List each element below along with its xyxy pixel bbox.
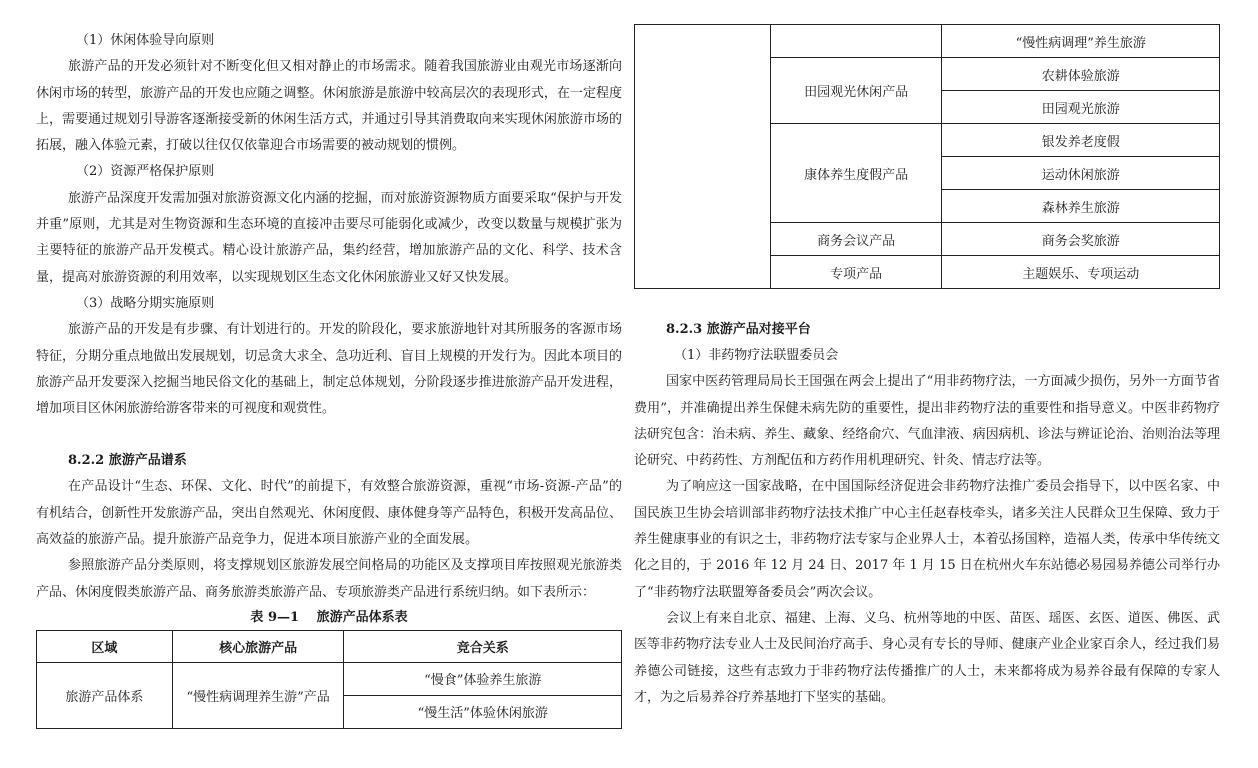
section-2-title: （2）资源严格保护原则 (76, 164, 215, 180)
table-cell-core: 商务会议产品 (770, 223, 942, 256)
section-3-title: （3）战略分期实施原则 (76, 295, 215, 311)
table-cell-relation: 森林养生旅游 (942, 190, 1220, 223)
table-cell-region: 旅游产品体系 (37, 662, 173, 728)
table-cell-relation: 田园观光旅游 (942, 91, 1220, 124)
table-cell-relation: 运动休闲旅游 (942, 157, 1220, 190)
table-header-core: 核心旅游产品 (172, 630, 344, 662)
paragraph-3: 会议上有来自北京、福建、上海、义乌、杭州等地的中医、苗医、瑶医、玄医、道医、佛医、武医等非药物疗法专业人士及民间治疗高手、身心灵有专长的导师、健康产业企业家百余人，经过我们易养德公司链接，这些有志致力于非药物疗法传播推广的人士，未来都将成为易养谷最有保障的专家人才，为之后易养谷疗养基地打下坚实的基础。 (634, 610, 1220, 705)
section-3-body: 旅游产品的开发是有步骤、有计划进行的。开发的阶段化，要求旅游地针对其所服务的客源市场特征，分期分重点地做出发展规划，切忌贪大求全、急功近利、盲目上规模的开发行为。因此本项目的旅游产品开发要深入挖掘当地民俗文化的基础上，制定总体规划，分阶段逐步推进旅游产品开发进程，增加项目区休闲旅游给游客带来的可视度和观赏性。 (36, 322, 622, 417)
paragraph-8-2-2-b: 参照旅游产品分类原则，将支撑规划区旅游发展空间格局的功能区及支撑项目库按照观光旅游类产品、休闲度假类旅游产品、商务旅游类旅游产品、专项旅游类产品进行系统归纳。如下表所示： (36, 558, 622, 600)
left-column (36, 28, 622, 729)
paragraph-1: 国家中医药管理局局长王国强在两会上提出了“用非药物疗法，一方面减少损伤，另外一方面节省费用”，并准确提出养生保健未病先防的重要性，提出非药物疗法的重要性和指导意义。中医非药物疗法研究包含：治未病、养生、藏象、经络俞穴、气血津液、病因病机、诊法与辨证论治、治则治法等理论研究、中药药性、方剂配伍和方药作用机理研究、针灸、情志疗法等。 (634, 374, 1220, 469)
table-cell-core: 专项产品 (770, 256, 942, 289)
section-1-body: 旅游产品的开发必须针对不断变化但又相对静止的市场需求。随着我国旅游业由观光市场逐渐向休闲市场的转型，旅游产品的开发也应随之调整。休闲旅游是旅游中较高层次的表现形式，在一定程度上，需要通过规划引导游客逐渐接受新的休闲生活方式，并通过引导其消费取向来实现休闲旅游市场的拓展，融入体验元素，打破以往仅仅依靠迎合市场需要的被动规划的惯例。 (36, 59, 622, 154)
table-caption: 表 9—1 旅游产品体系表 (250, 609, 408, 625)
table-header-region: 区域 (37, 630, 173, 662)
heading-8-2-2: 8.2.2 旅游产品谱系 (68, 453, 187, 469)
table-cell-core: “慢性病调理养生游”产品 (172, 662, 344, 728)
table-cell-core: 康体养生度假产品 (770, 124, 942, 223)
table-header-relation: 竞合关系 (344, 630, 622, 662)
subsection-1-title: （1）非药物疗法联盟委员会 (674, 348, 839, 363)
table-cell-core (770, 25, 942, 58)
section-1-title: （1）休闲体验导向原则 (76, 33, 215, 48)
table-cell-relation: “慢性病调理”养生旅游 (942, 25, 1220, 58)
heading-8-2-3: 8.2.3 旅游产品对接平台 (666, 322, 811, 337)
table-cell-relation: 银发养老度假 (942, 124, 1220, 157)
table-cell-relation: 主题娱乐、专项运动 (942, 256, 1220, 289)
table-cell-core: 田园观光休闲产品 (770, 58, 942, 124)
product-table-left (36, 630, 622, 729)
section-2-body: 旅游产品深度开发需加强对旅游资源文化内涵的挖掘，而对旅游资源物质方面要采取“保护与开发并重”原则，尤其是对生物资源和生态环境的直接冲击要尽可能弱化或减少，改变以数量与规模扩张为主要特征的旅游产品开发模式。精心设计旅游产品，集约经营，增加旅游产品的文化、科学、技术含量，提高对旅游资源的利用效率，以实现规划区生态文化休闲旅游业又好又快发展。 (36, 190, 622, 285)
product-table-right (634, 24, 1220, 289)
right-column (634, 24, 1220, 711)
table-cell-relation: “慢生活”体验休闲旅游 (344, 695, 622, 728)
table-cell-relation: 农耕体验旅游 (942, 58, 1220, 91)
table-cell-relation: “慢食”体验养生旅游 (344, 662, 622, 695)
paragraph-8-2-2-a: 在产品设计“生态、环保、文化、时代”的前提下，有效整合旅游资源，重视“市场-资源-产品”的有机结合，创新性开发旅游产品，突出自然观光、休闲度假、康体健身等产品特色，积极开发高品位、高效益的旅游产品。提升旅游产品竞争力，促进本项目旅游产业的全面发展。 (36, 479, 622, 548)
paragraph-2: 为了响应这一国家战略，在中国国际经济促进会非药物疗法推广委员会指导下，以中医名家、中国民族卫生协会培训部非药物疗法技术推广中心主任赵春枝牵头，诸多关注人民群众卫生保障、致力于养生健康事业的有识之士，非药物疗法专家与企业界人士，本着弘扬国粹，造福人类，传承中华传统文化之目的，于 2016 年 12 月 24 日、2017 年 1 月 15 日在杭州火车东站德必易园易养德公司举行办了“非药物疗法联盟筹备委员会”两次会议。 (634, 479, 1220, 600)
table-cell-relation: 商务会奖旅游 (942, 223, 1220, 256)
table-cell-region-empty (635, 25, 771, 289)
